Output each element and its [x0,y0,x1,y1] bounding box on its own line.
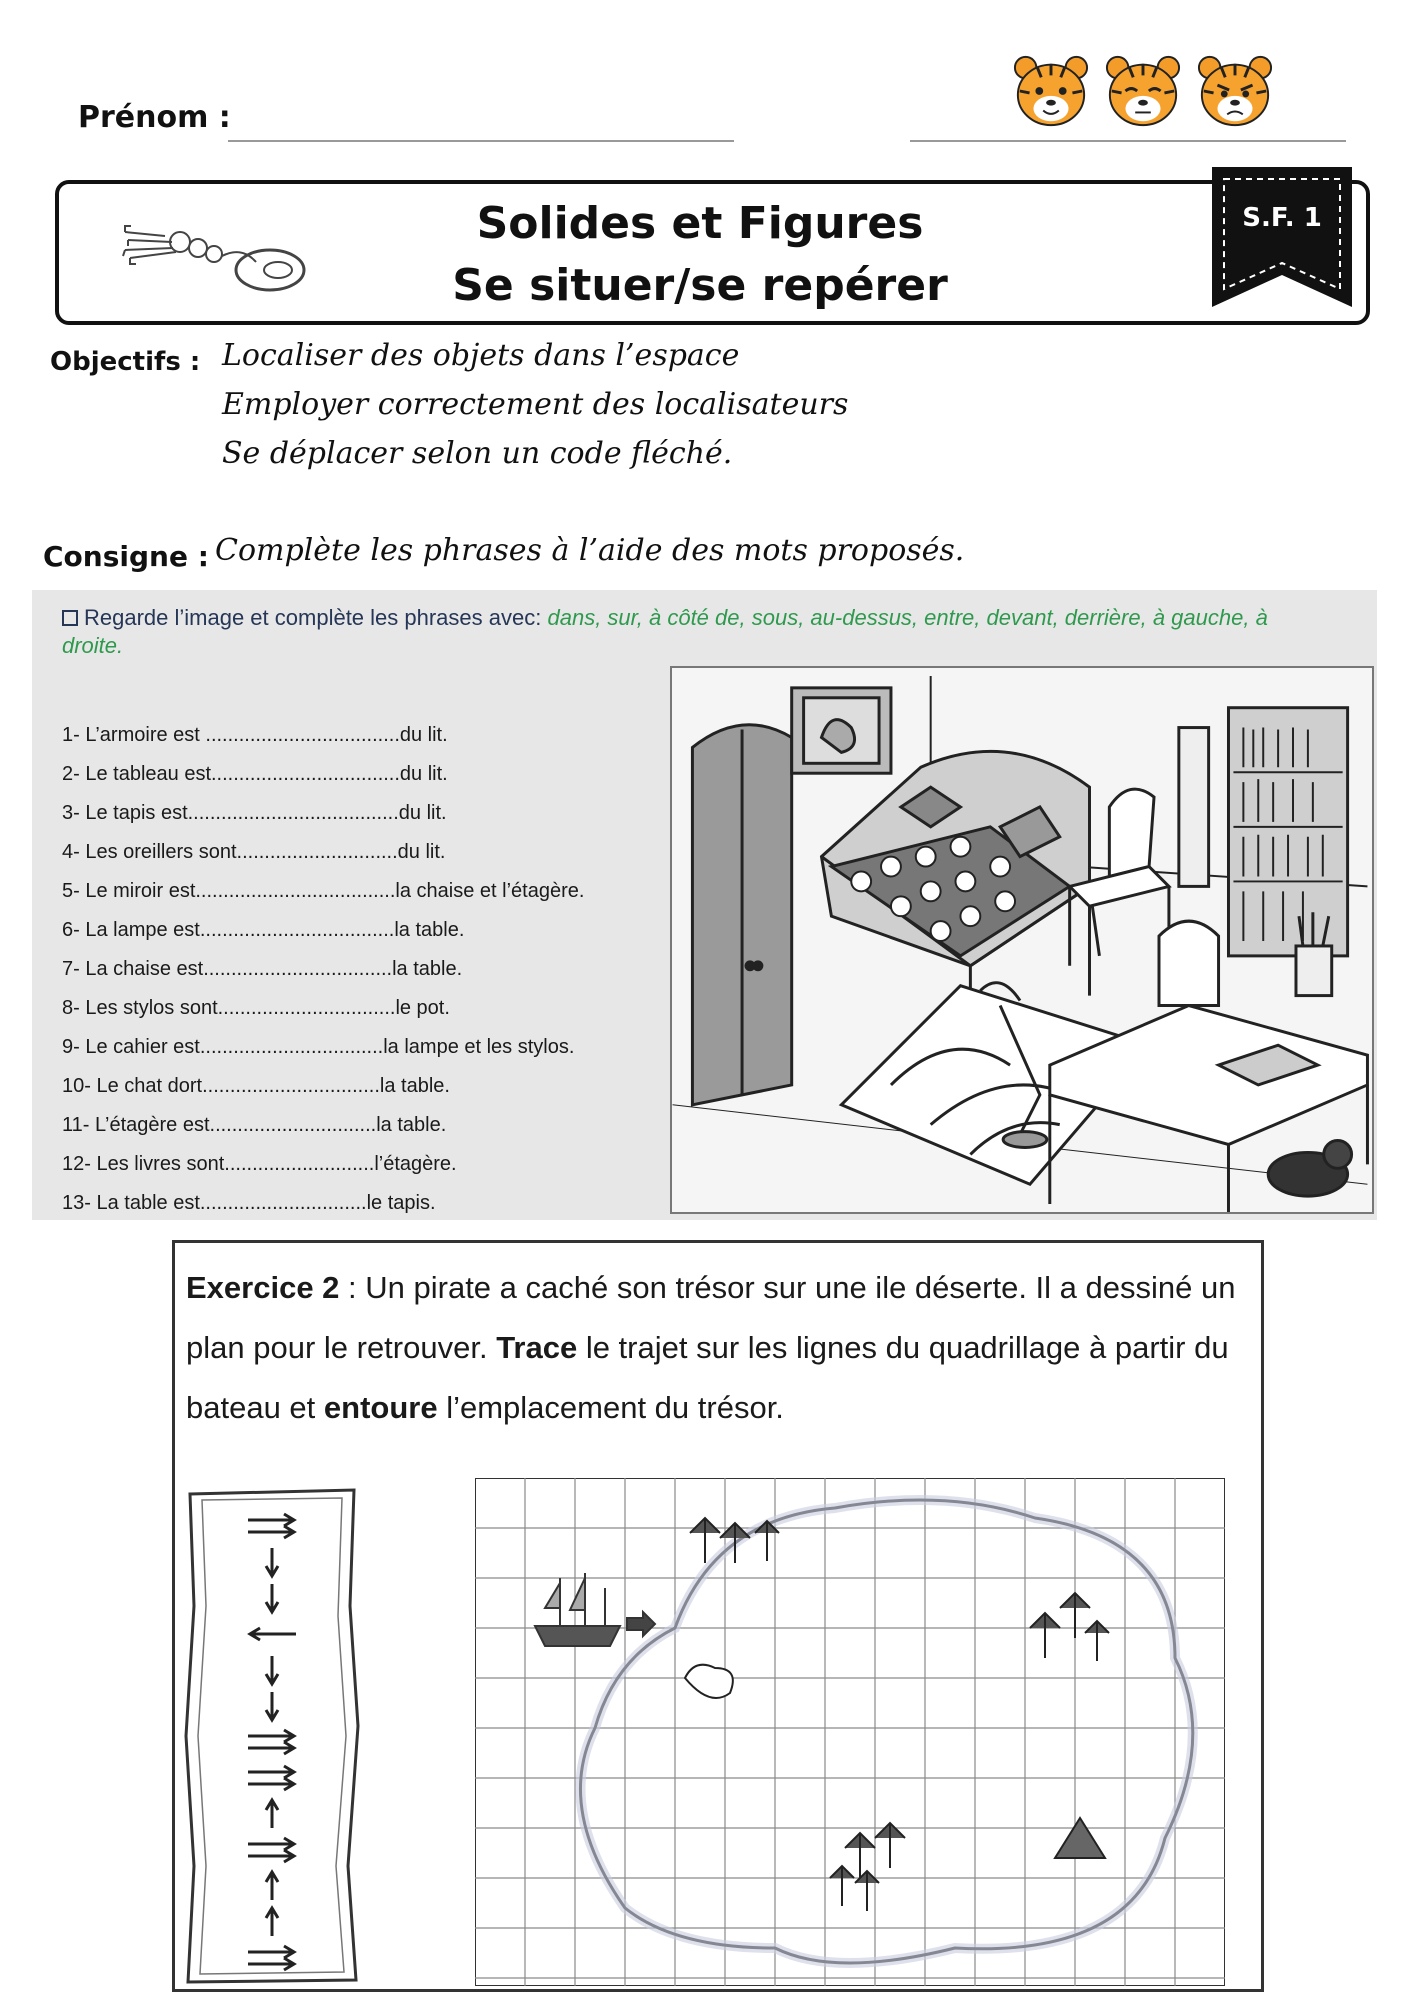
sentence-item[interactable]: 13- La table est..............................le tapis. [62,1192,436,1214]
score-line [910,140,1346,142]
exercise-2-statement [186,1258,1246,1438]
prenom-label: Prénom : [78,100,231,135]
sentence-list [62,716,662,1223]
tiger-angry-icon [1196,52,1274,130]
prenom-line[interactable] [228,140,734,142]
keys-icon [120,210,310,300]
sentence-item[interactable]: 9- Le cahier est.................................la lampe et les stylos. [62,1036,575,1058]
tiger-neutral-icon [1104,52,1182,130]
consigne-text: Complète les phrases à l’aide des mots proposés. [215,533,965,568]
objective-item: Employer correctement des localisateurs [222,387,849,422]
treasure-map [475,1478,1225,1986]
word-bank: dans, sur, à côté de, sous, au-dessus, entre, devant, derrière, à gauche, à droite. [62,605,1268,658]
objective-item: Localiser des objets dans l’espace [222,338,740,373]
sentence-item[interactable]: 5- Le miroir est....................................la chaise et l’étagère. [62,880,585,902]
page-title [400,193,1000,317]
exercise-2-bold-word: Trace [496,1330,578,1365]
sentence-item[interactable]: 2- Le tableau est..................................du lit. [62,763,448,785]
exercise-2-bold-word: entoure [323,1390,438,1425]
consigne-label: Consigne : [43,540,209,573]
sentence-item[interactable]: 12- Les livres sont...........................l’étagère. [62,1153,457,1175]
exercise-2-text-part: : Un pirate a caché son trésor sur une ile déserte. Il a dessiné un plan pour le retrouver. [186,1270,1236,1365]
objective-item: Se déplacer selon un code fléché. [222,436,733,471]
exercise-2-text-part: l’emplacement du trésor. [437,1390,784,1425]
sentence-item[interactable]: 8- Les stylos sont................................le pot. [62,997,450,1019]
title-line-1: Solides et Figures [476,198,924,249]
checkbox-icon [62,610,78,626]
sentence-item[interactable]: 7- La chaise est..................................la table. [62,958,463,980]
exercise-2-text-part: le trajet sur les lignes du quadrillage à partir du bateau et [186,1330,1229,1425]
sentence-item[interactable]: 1- L’armoire est ...................................du lit. [62,724,448,746]
sentence-item[interactable]: 11- L’étagère est..............................la table. [62,1114,447,1136]
sentence-item[interactable]: 6- La lampe est...................................la table. [62,919,465,941]
exercise-1-instruction [62,604,1312,660]
instruction-text: Regarde l’image et complète les phrases avec: [84,605,542,630]
badge-label: S.F. 1 [1242,203,1322,233]
bookmark-badge-icon [1212,167,1352,307]
sentence-item[interactable]: 4- Les oreillers sont.............................du lit. [62,841,446,863]
tiger-happy-icon [1012,52,1090,130]
sentence-item[interactable]: 10- Le chat dort................................la table. [62,1075,450,1097]
bedroom-illustration [670,666,1374,1214]
sentence-item[interactable]: 3- Le tapis est......................................du lit. [62,802,447,824]
objectifs-label: Objectifs : [50,347,201,377]
tiger-rating [1012,52,1282,130]
title-line-2: Se situer/se repérer [452,260,948,311]
exercise-2-label: Exercice 2 [186,1270,340,1305]
arrow-code-scroll [182,1486,362,1986]
